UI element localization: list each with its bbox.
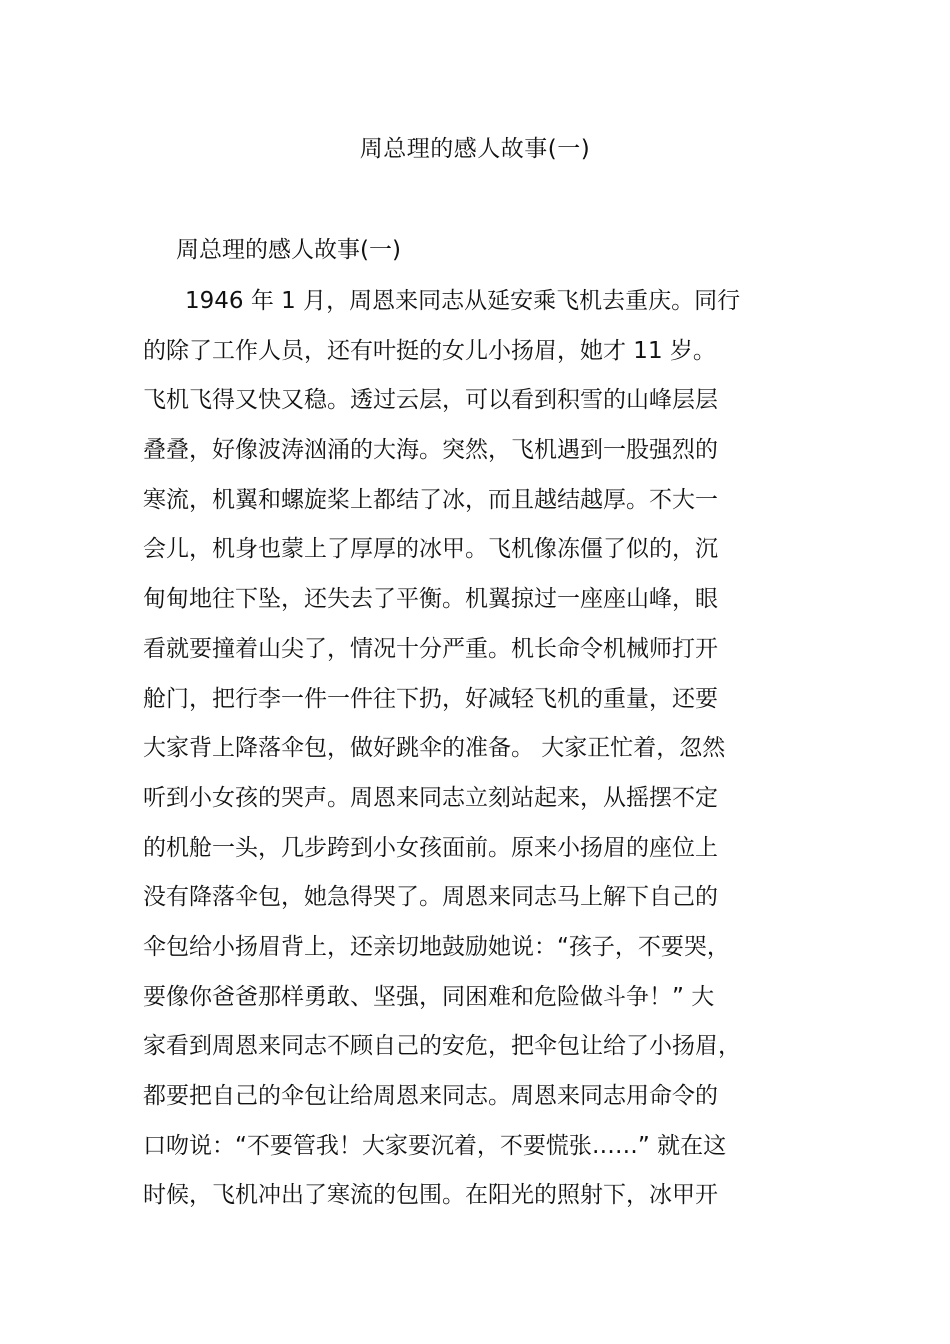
section-heading: 周总理的感人故事(一): [176, 237, 401, 263]
body-line: 舱门，把行李一件一件往下扔，好减轻飞机的重量，还要: [143, 685, 718, 712]
body-line: 寒流，机翼和螺旋桨上都结了冰，而且越结越厚。不大一: [143, 486, 718, 513]
document-title: 周总理的感人故事(一): [359, 136, 591, 162]
body-text: [143, 281, 823, 1225]
body-line: 看就要撞着山尖了，情况十分严重。机长命令机械师打开: [143, 635, 718, 662]
body-line: 会儿，机身也蒙上了厚厚的冰甲。飞机像冻僵了似的，沉: [143, 536, 718, 563]
body-line: 甸甸地往下坠，还失去了平衡。机翼掠过一座座山峰，眼: [143, 586, 718, 613]
body-line: 叠叠，好像波涛汹涌的大海。突然，飞机遇到一股强烈的: [143, 437, 718, 464]
body-line: 家看到周恩来同志不顾自己的安危，把伞包让给了小扬眉，: [143, 1033, 741, 1060]
body-line: 的机舱一头，几步跨到小女孩面前。原来小扬眉的座位上: [143, 834, 718, 861]
body-line: 伞包给小扬眉背上，还亲切地鼓励她说：“孩子，不要哭，: [143, 933, 730, 960]
body-line: 要像你爸爸那样勇敢、坚强，同困难和危险做斗争！” 大: [143, 983, 715, 1010]
body-line: 1946 年 1 月，周恩来同志从延安乘飞机去重庆。同行: [185, 288, 741, 314]
body-line: 听到小女孩的哭声。周恩来同志立刻站起来，从摇摆不定: [143, 784, 718, 811]
body-line: 时候，飞机冲出了寒流的包围。在阳光的照射下，冰甲开: [143, 1182, 718, 1209]
body-line: 大家背上降落伞包，做好跳伞的准备。 大家正忙着，忽然: [143, 735, 726, 762]
body-line: 飞机飞得又快又稳。透过云层，可以看到积雪的山峰层层: [143, 387, 718, 414]
body-line: 都要把自己的伞包让给周恩来同志。周恩来同志用命令的: [143, 1083, 718, 1109]
body-line: 口吻说：“不要管我！大家要沉着，不要慌张……” 就在这: [143, 1132, 727, 1159]
body-line: 没有降落伞包，她急得哭了。周恩来同志马上解下自己的: [143, 884, 718, 911]
body-line: 的除了工作人员，还有叶挺的女儿小扬眉，她才 11 岁。: [143, 337, 716, 364]
